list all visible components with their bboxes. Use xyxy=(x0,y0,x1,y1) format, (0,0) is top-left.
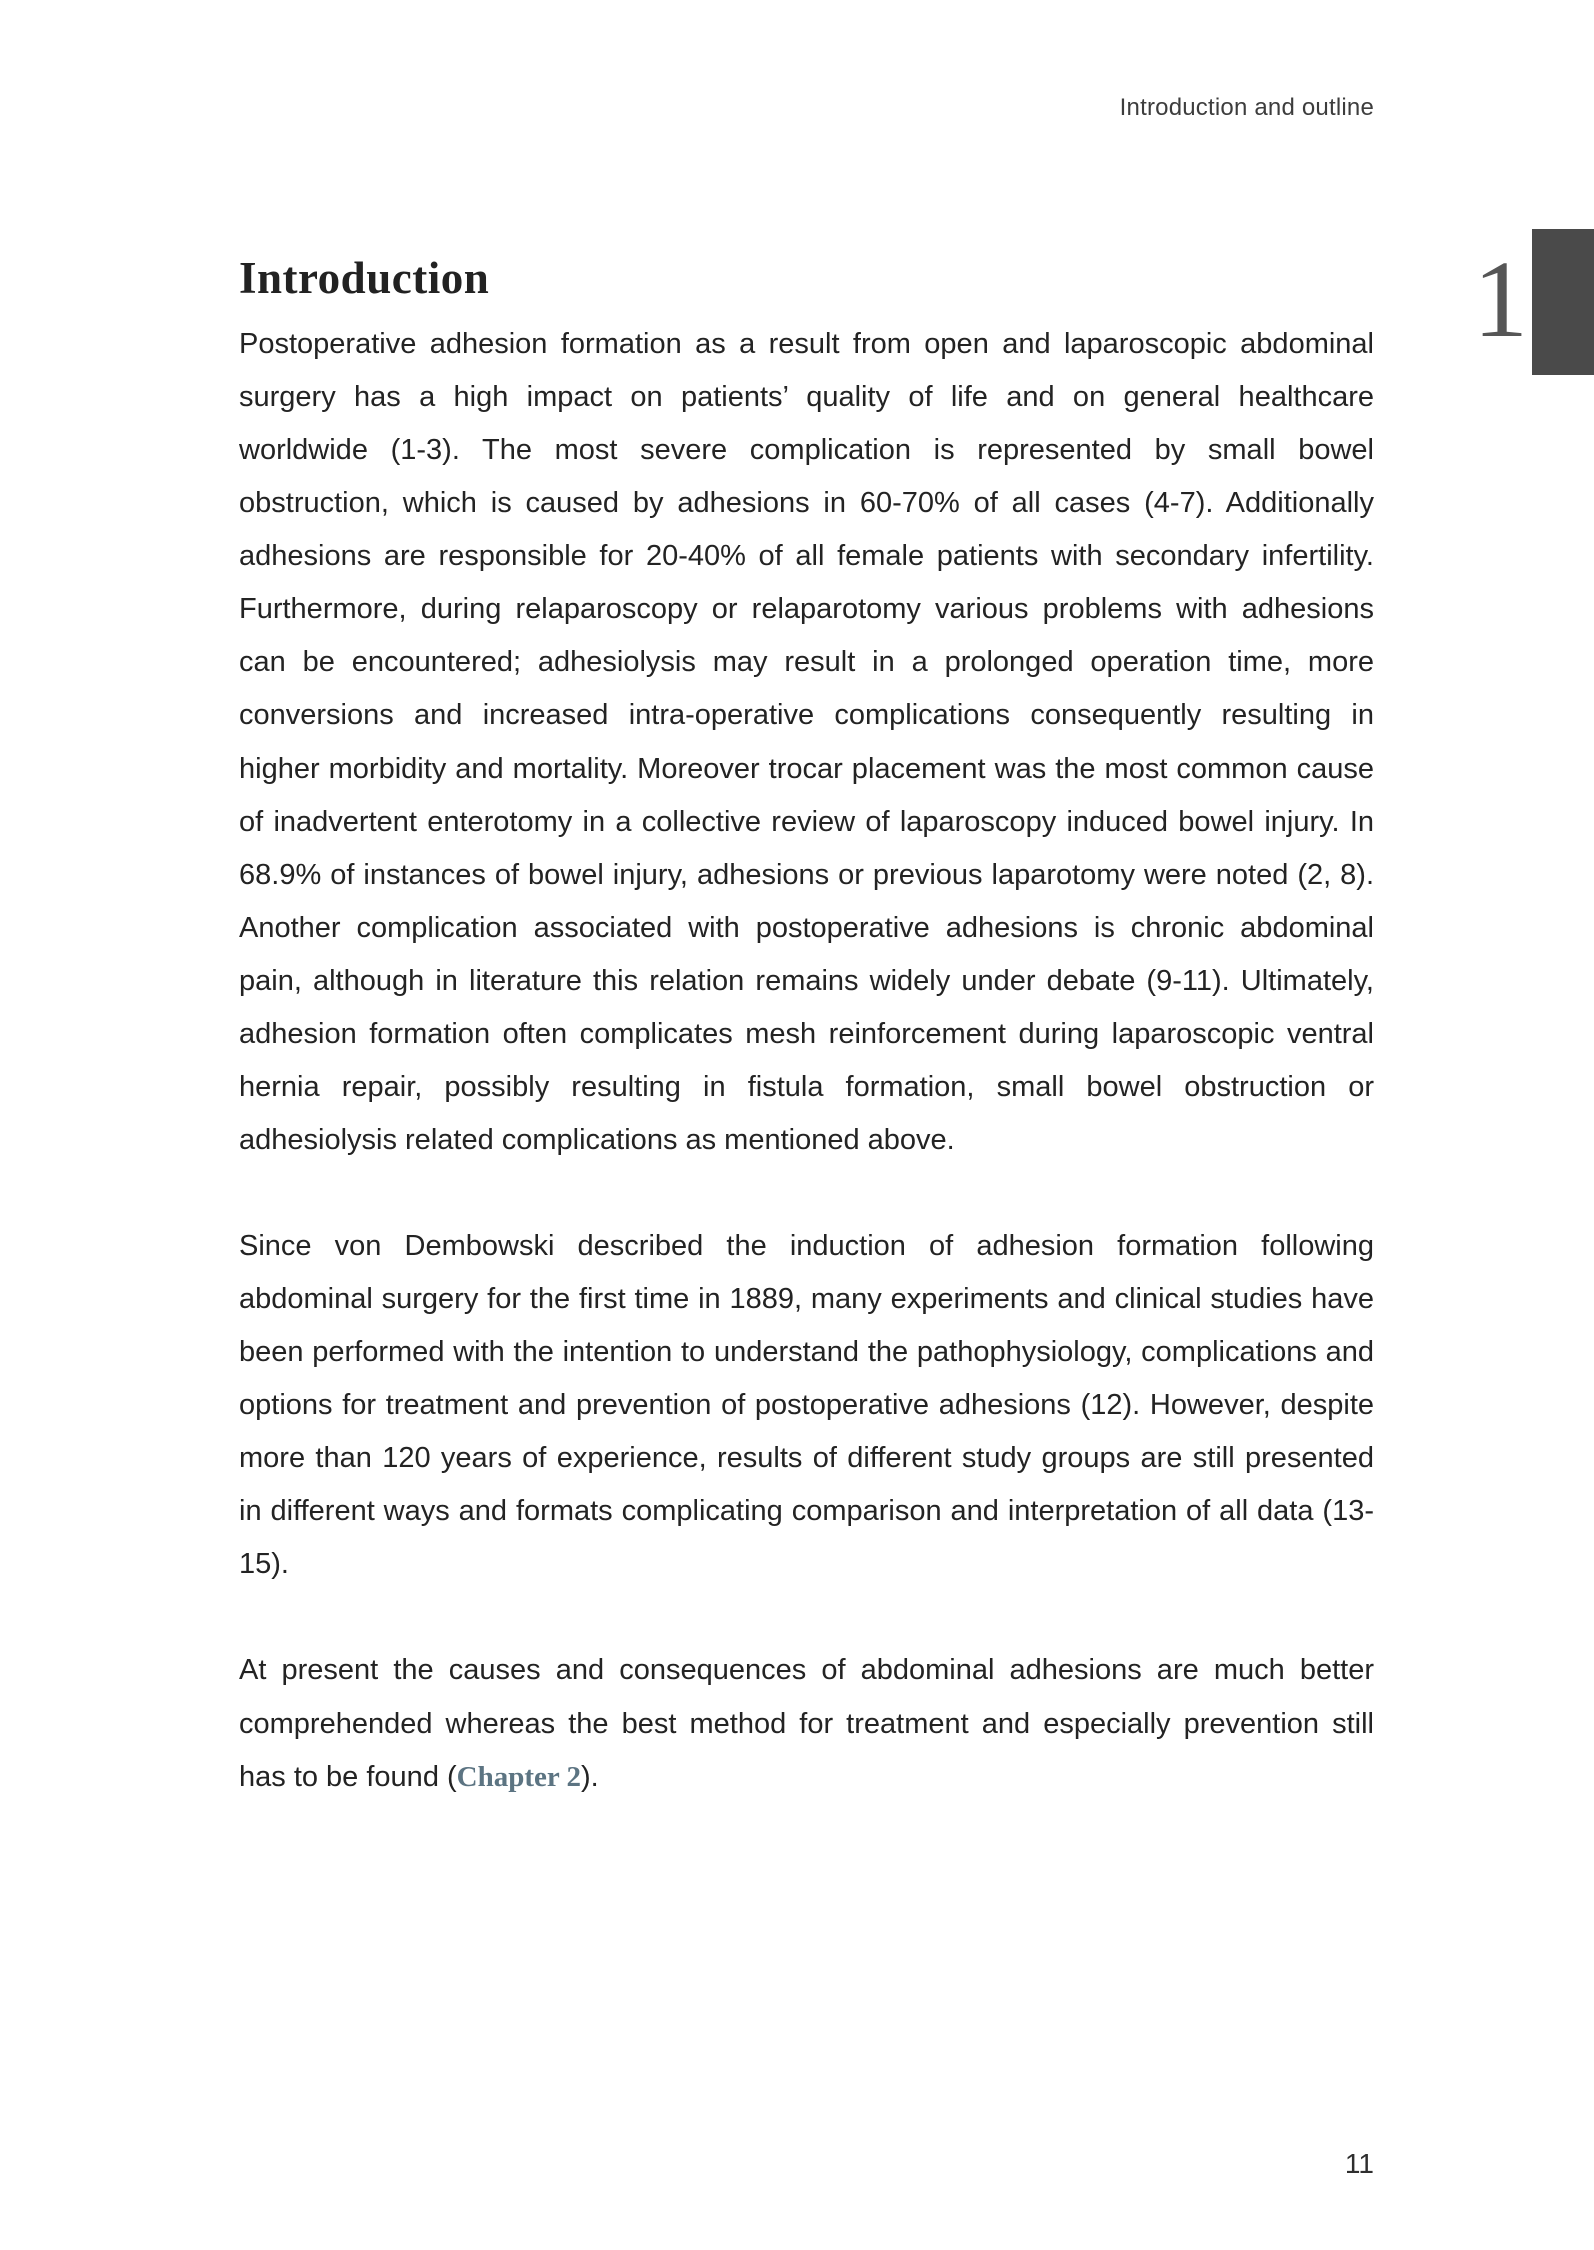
paragraph-text: ). xyxy=(580,1760,599,1793)
chapter-number: 1 xyxy=(1473,238,1528,360)
page-title: Introduction xyxy=(239,253,490,304)
chapter-reference-link[interactable]: Chapter 2 xyxy=(456,1760,581,1793)
paragraph: Postoperative adhesion formation as a result from open and laparoscopic abdominal surgery has a high impact on patients’ quality of life and on general healthcare worldwide (1-3). The most severe complication is represented by small bowel obstruction, which is caused by adhesions in 60-70% of all cases (4-7). Additionally adhesions are responsible for 20-40% of all female patients with secondary infertility. Furthermore, during relaparoscopy or relaparotomy various problems with adhesions can be encountered; adhesiolysis may result in a prolonged operation time, more conversions and increased intra-operative complications consequently resulting in higher morbidity and mortality. Moreover trocar placement was the most common cause of inadvertent enterotomy in a collective review of laparoscopy induced bowel injury. In 68.9% of instances of bowel injury, adhesions or previous laparotomy were noted (2, 8). Another complication associated with postoperative adhesions is chronic abdominal pain, although in literature this relation remains widely under debate (9-11). Ultimately, adhesion formation often complicates mesh reinforcement during laparoscopic ventral hernia repair, possibly resulting in fistula formation, small bowel obstruction or adhesiolysis related complications as mentioned above. xyxy=(239,328,1374,1156)
paragraph-text: At present the causes and consequences of abdominal adhesions are much better comprehended whereas the best method for treatment and especially prevention still has to be found ( xyxy=(239,1654,1374,1793)
running-header: Introduction and outline xyxy=(1119,94,1374,121)
paragraph xyxy=(239,1644,1374,1803)
chapter-tab xyxy=(1532,229,1594,375)
paragraph: Since von Dembowski described the induction of adhesion formation following abdominal surgery for the first time in 1889, many experiments and clinical studies have been performed with the intention to understand the pathophysiology, complications and options for treatment and prevention of postoperative adhesions (12). However, despite more than 120 years of experience, results of different study groups are still presented in different ways and formats complicating comparison and interpretation of all data (13-15). xyxy=(239,1230,1374,1581)
body-text xyxy=(239,318,1374,1804)
page-number: 11 xyxy=(1344,2148,1374,2179)
